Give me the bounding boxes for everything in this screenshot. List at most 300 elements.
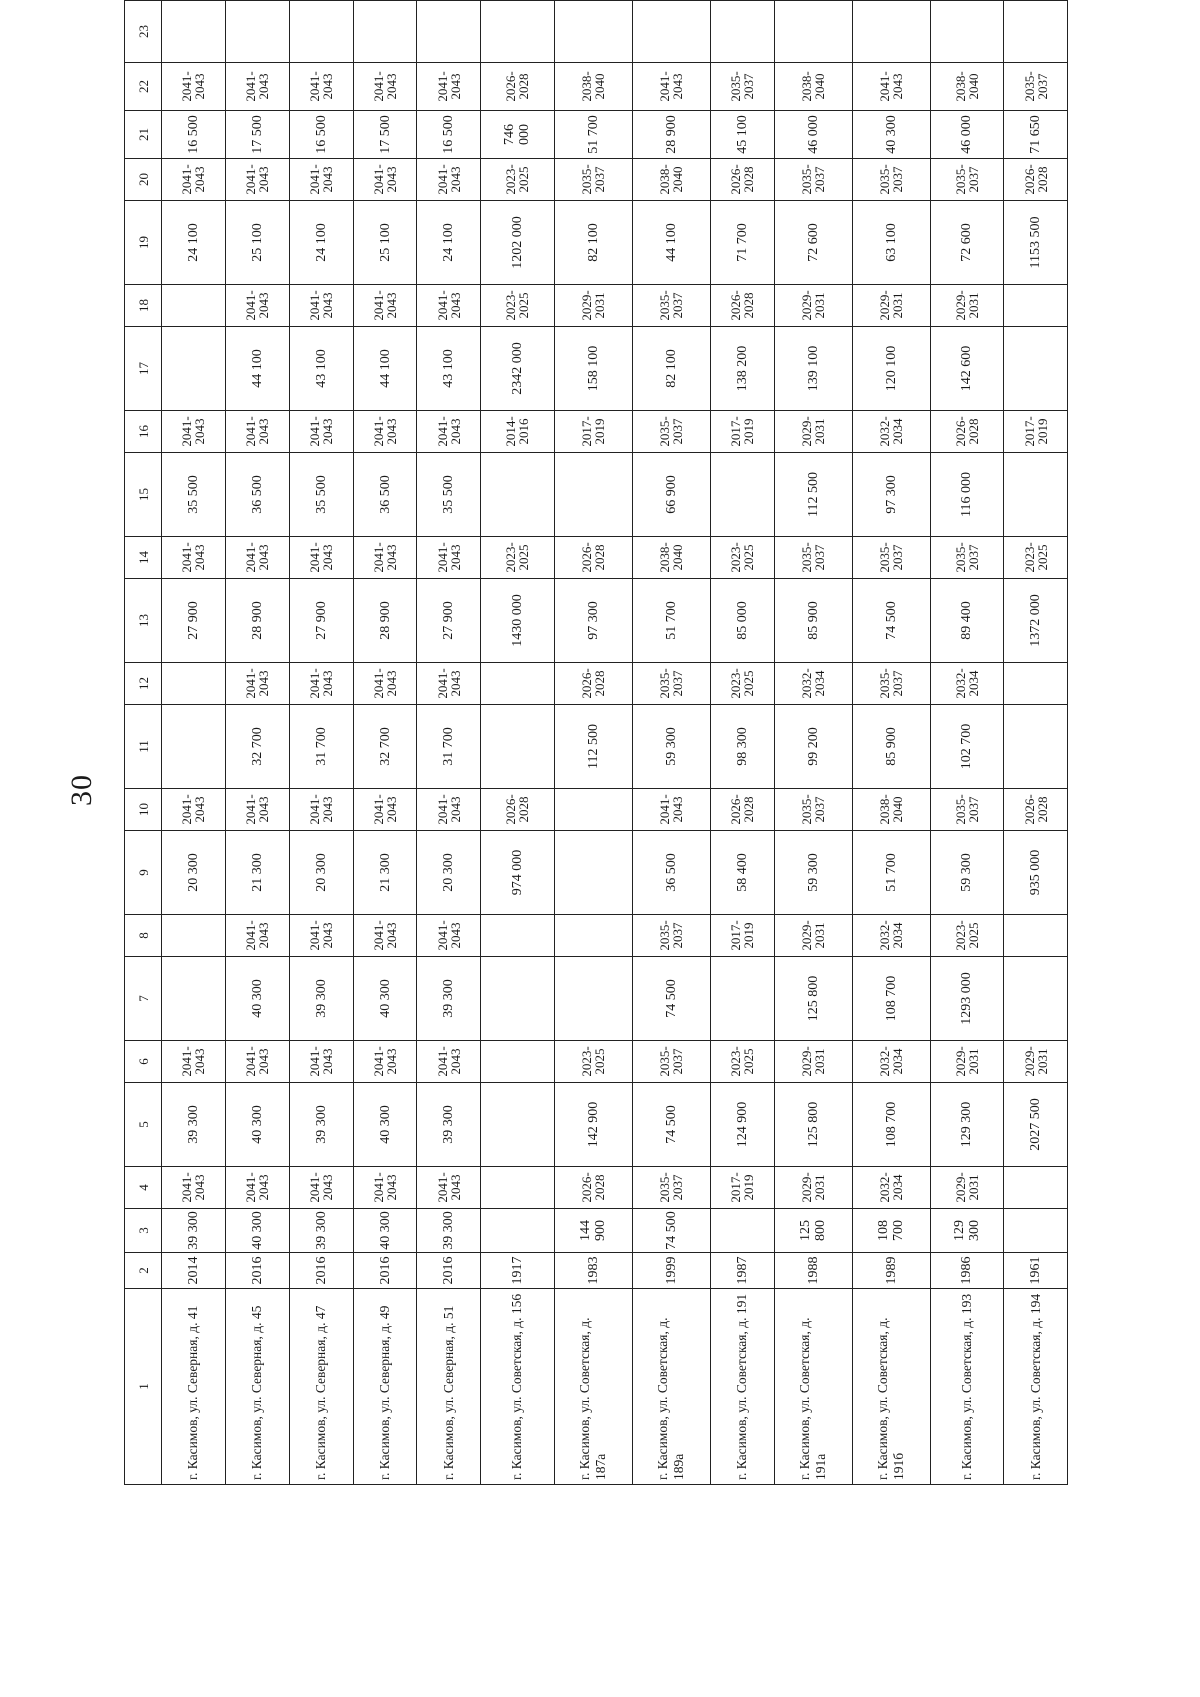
column-number: 6	[125, 1041, 162, 1083]
period-cell: 2041-2043	[417, 285, 481, 327]
period-cell: 2026-2028	[554, 1167, 632, 1209]
address-cell: г. Касимов, ул. Советская, д. 191	[710, 1289, 774, 1485]
column-number: 15	[125, 453, 162, 537]
cost-cell: 746 000	[481, 111, 554, 159]
cost-cell: 120 100	[852, 327, 930, 411]
cost-cell	[1004, 705, 1068, 789]
cost-cell: 24 100	[289, 201, 353, 285]
address-cell: г. Касимов, ул. Северная, д. 49	[353, 1289, 417, 1485]
cost-cell: 31 700	[289, 705, 353, 789]
period-cell: 2026-2028	[554, 537, 632, 579]
period-cell: 2032-2034	[930, 663, 1003, 705]
period-cell: 2041-2043	[289, 1167, 353, 1209]
table-row	[417, 0, 481, 1485]
period-cell	[353, 0, 417, 1]
period-cell: 2035-2037	[554, 159, 632, 201]
period-cell: 2041-2043	[225, 789, 289, 831]
cost-cell: 1202 000	[481, 201, 554, 285]
period-cell: 2026-2028	[930, 411, 1003, 453]
cost-cell: 28 900	[353, 579, 417, 663]
period-cell: 2038-2040	[632, 537, 710, 579]
cost-cell: 27 900	[162, 579, 226, 663]
cost-cell	[1004, 453, 1068, 537]
period-cell: 2041-2043	[417, 1167, 481, 1209]
cost-cell: 39 300	[417, 1209, 481, 1253]
column-number: 16	[125, 411, 162, 453]
period-cell: 2041-2043	[225, 63, 289, 111]
address-cell: г. Касимов, ул. Северная, д. 41	[162, 1289, 226, 1485]
period-cell: 2032-2034	[852, 1041, 930, 1083]
period-cell: 2035-2037	[632, 1167, 710, 1209]
table-row	[289, 0, 353, 1485]
column-number: 8	[125, 915, 162, 957]
cost-cell: 40 300	[225, 1083, 289, 1167]
cost-cell: 51 700	[852, 831, 930, 915]
period-cell: 2026-2028	[1004, 789, 1068, 831]
rotated-table-wrapper	[124, 25, 1068, 1485]
address-cell: г. Касимов, ул. Северная, д. 51	[417, 1289, 481, 1485]
period-cell: 2041-2043	[353, 159, 417, 201]
cost-cell: 82 100	[554, 201, 632, 285]
table-row	[225, 0, 289, 1485]
period-cell: 2041-2043	[289, 789, 353, 831]
period-cell: 2023-2025	[554, 1041, 632, 1083]
column-number: 12	[125, 663, 162, 705]
period-cell	[481, 915, 554, 957]
period-cell: 2017-2019	[554, 411, 632, 453]
cost-cell: 66 900	[632, 453, 710, 537]
year-cell: 1917	[481, 1253, 554, 1289]
period-cell: 2038-2040	[852, 789, 930, 831]
cost-cell	[162, 705, 226, 789]
cost-cell: 108 700	[852, 1083, 930, 1167]
period-cell: 2041-2043	[852, 63, 930, 111]
period-cell: 2041-2043	[289, 285, 353, 327]
period-cell: 2023-2025	[1004, 537, 1068, 579]
period-cell	[225, 0, 289, 1]
column-number: 21	[125, 111, 162, 159]
address-cell: г. Касимов, ул. Северная, д. 45	[225, 1289, 289, 1485]
cost-cell: 97 300	[554, 579, 632, 663]
column-number: 13	[125, 579, 162, 663]
period-cell: 2041-2043	[225, 1167, 289, 1209]
cost-cell	[289, 1, 353, 63]
period-cell: 2035-2037	[852, 663, 930, 705]
address-cell: г. Касимов, ул. Советская, д. 189а	[632, 1289, 710, 1485]
period-cell: 2023-2025	[710, 663, 774, 705]
cost-cell: 935 000	[1004, 831, 1068, 915]
column-number: 5	[125, 1083, 162, 1167]
period-cell: 2029-2031	[774, 915, 852, 957]
cost-cell: 39 300	[289, 957, 353, 1041]
period-cell	[162, 915, 226, 957]
cost-cell: 85 900	[774, 579, 852, 663]
address-cell: г. Касимов, ул. Советская, д. 156	[481, 1289, 554, 1485]
cost-cell: 46 000	[774, 111, 852, 159]
period-cell	[481, 1167, 554, 1209]
period-cell: 2041-2043	[289, 915, 353, 957]
cost-cell	[554, 831, 632, 915]
period-cell: 2041-2043	[225, 411, 289, 453]
cost-cell	[774, 1, 852, 63]
period-cell: 2032-2034	[852, 1167, 930, 1209]
period-cell: 2029-2031	[852, 285, 930, 327]
cost-cell: 59 300	[774, 831, 852, 915]
cost-cell: 16 500	[417, 111, 481, 159]
cost-cell: 46 000	[930, 111, 1003, 159]
cost-cell: 74 500	[852, 579, 930, 663]
period-cell: 2041-2043	[289, 537, 353, 579]
period-cell	[710, 0, 774, 1]
period-cell: 2041-2043	[417, 537, 481, 579]
cost-cell: 36 500	[225, 453, 289, 537]
cost-cell	[481, 957, 554, 1041]
cost-cell	[481, 1083, 554, 1167]
year-cell: 2016	[225, 1253, 289, 1289]
cost-cell: 112 500	[554, 705, 632, 789]
column-number: 10	[125, 789, 162, 831]
cost-cell	[710, 453, 774, 537]
cost-cell	[225, 1, 289, 63]
period-cell	[554, 789, 632, 831]
cost-cell: 20 300	[162, 831, 226, 915]
cost-cell	[481, 705, 554, 789]
cost-cell: 32 700	[225, 705, 289, 789]
header-row	[125, 0, 162, 1485]
period-cell: 2035-2037	[852, 537, 930, 579]
cost-cell	[710, 957, 774, 1041]
period-cell	[1004, 0, 1068, 1]
period-cell: 2041-2043	[353, 915, 417, 957]
cost-cell: 27 900	[417, 579, 481, 663]
cost-cell	[481, 1209, 554, 1253]
cost-cell	[162, 327, 226, 411]
column-number	[125, 0, 162, 1]
period-cell: 2023-2025	[481, 537, 554, 579]
period-cell: 2035-2037	[774, 537, 852, 579]
cost-cell	[1004, 957, 1068, 1041]
cost-cell: 74 500	[632, 1083, 710, 1167]
period-cell	[774, 0, 852, 1]
period-cell: 2035-2037	[852, 159, 930, 201]
year-cell: 1999	[632, 1253, 710, 1289]
period-cell: 2041-2043	[289, 1041, 353, 1083]
cost-cell: 51 700	[632, 579, 710, 663]
column-number: 2	[125, 1253, 162, 1289]
year-cell: 2016	[289, 1253, 353, 1289]
cost-cell: 142 900	[554, 1083, 632, 1167]
period-cell: 2029-2031	[554, 285, 632, 327]
period-cell	[1004, 285, 1068, 327]
period-cell	[417, 0, 481, 1]
cost-cell	[710, 1209, 774, 1253]
cost-cell: 44 100	[632, 201, 710, 285]
cost-cell: 74 500	[632, 957, 710, 1041]
period-cell: 2041-2043	[632, 789, 710, 831]
period-cell: 2035-2037	[632, 285, 710, 327]
period-cell: 2035-2037	[930, 789, 1003, 831]
period-cell: 2041-2043	[417, 411, 481, 453]
period-cell: 2041-2043	[225, 537, 289, 579]
period-cell: 2038-2040	[554, 63, 632, 111]
period-cell	[554, 0, 632, 1]
cost-cell	[554, 453, 632, 537]
period-cell: 2032-2034	[852, 411, 930, 453]
period-cell	[1004, 1167, 1068, 1209]
cost-cell: 85 000	[710, 579, 774, 663]
column-number: 17	[125, 327, 162, 411]
address-cell: г. Касимов, ул. Советская, д. 194	[1004, 1289, 1068, 1485]
period-cell: 2041-2043	[225, 1041, 289, 1083]
period-cell: 2029-2031	[774, 1167, 852, 1209]
period-cell: 2041-2043	[353, 663, 417, 705]
table-row	[162, 0, 226, 1485]
column-number: 7	[125, 957, 162, 1041]
cost-cell: 71 700	[710, 201, 774, 285]
column-number: 4	[125, 1167, 162, 1209]
year-cell: 1988	[774, 1253, 852, 1289]
cost-cell: 31 700	[417, 705, 481, 789]
period-cell: 2029-2031	[774, 1041, 852, 1083]
period-cell: 2023-2025	[710, 537, 774, 579]
cost-cell: 16 500	[289, 111, 353, 159]
cost-cell: 36 500	[632, 831, 710, 915]
period-cell: 2041-2043	[417, 789, 481, 831]
period-cell	[632, 0, 710, 1]
period-cell: 2017-2019	[710, 915, 774, 957]
table-row	[710, 0, 774, 1485]
address-cell: г. Касимов, ул. Советская, д. 193	[930, 1289, 1003, 1485]
period-cell: 2035-2037	[632, 663, 710, 705]
column-number: 23	[125, 1, 162, 63]
cost-cell: 144 900	[554, 1209, 632, 1253]
period-cell: 2041-2043	[353, 789, 417, 831]
cost-cell: 20 300	[417, 831, 481, 915]
column-number: 22	[125, 63, 162, 111]
cost-cell	[1004, 1209, 1068, 1253]
cost-cell	[481, 453, 554, 537]
cost-cell: 28 900	[632, 111, 710, 159]
table-row	[930, 0, 1003, 1485]
cost-cell: 1293 000	[930, 957, 1003, 1041]
cost-cell: 40 300	[353, 1209, 417, 1253]
period-cell: 2014-2016	[481, 411, 554, 453]
period-cell: 2041-2043	[417, 63, 481, 111]
cost-cell: 59 300	[632, 705, 710, 789]
cost-cell	[554, 957, 632, 1041]
period-cell: 2041-2043	[417, 1041, 481, 1083]
period-cell: 2026-2028	[1004, 159, 1068, 201]
cost-cell: 112 500	[774, 453, 852, 537]
period-cell: 2029-2031	[930, 285, 1003, 327]
period-cell: 2023-2025	[481, 285, 554, 327]
cost-cell: 40 300	[225, 1209, 289, 1253]
cost-cell: 39 300	[162, 1209, 226, 1253]
cost-cell	[1004, 327, 1068, 411]
period-cell: 2035-2037	[632, 915, 710, 957]
cost-cell: 98 300	[710, 705, 774, 789]
period-cell: 2026-2028	[710, 285, 774, 327]
cost-cell: 129 300	[930, 1209, 1003, 1253]
period-cell: 2041-2043	[162, 411, 226, 453]
period-cell: 2035-2037	[1004, 63, 1068, 111]
cost-cell: 25 100	[225, 201, 289, 285]
period-cell: 2035-2037	[632, 1041, 710, 1083]
period-cell: 2041-2043	[162, 537, 226, 579]
period-cell: 2035-2037	[774, 159, 852, 201]
period-cell	[289, 0, 353, 1]
page-number: 30	[65, 774, 98, 806]
period-cell: 2035-2037	[710, 63, 774, 111]
cost-cell: 124 900	[710, 1083, 774, 1167]
period-cell: 2041-2043	[225, 915, 289, 957]
period-cell: 2029-2031	[930, 1167, 1003, 1209]
period-cell: 2041-2043	[417, 159, 481, 201]
cost-cell: 138 200	[710, 327, 774, 411]
period-cell: 2038-2040	[930, 63, 1003, 111]
cost-cell: 125 800	[774, 957, 852, 1041]
cost-cell	[930, 1, 1003, 63]
year-cell: 1983	[554, 1253, 632, 1289]
column-number: 18	[125, 285, 162, 327]
column-number: 14	[125, 537, 162, 579]
column-number: 19	[125, 201, 162, 285]
cost-cell: 158 100	[554, 327, 632, 411]
period-cell: 2041-2043	[353, 1167, 417, 1209]
cost-cell: 36 500	[353, 453, 417, 537]
period-cell: 2041-2043	[289, 411, 353, 453]
cost-cell	[481, 1, 554, 63]
period-cell	[930, 0, 1003, 1]
year-cell: 1989	[852, 1253, 930, 1289]
table-row	[353, 0, 417, 1485]
cost-cell: 1372 000	[1004, 579, 1068, 663]
column-number: 20	[125, 159, 162, 201]
cost-cell: 125 800	[774, 1083, 852, 1167]
period-cell: 2041-2043	[225, 159, 289, 201]
period-cell: 2041-2043	[353, 537, 417, 579]
period-cell: 2026-2028	[710, 789, 774, 831]
year-cell: 2016	[417, 1253, 481, 1289]
cost-cell: 82 100	[632, 327, 710, 411]
cost-cell: 99 200	[774, 705, 852, 789]
cost-cell: 40 300	[353, 957, 417, 1041]
cost-cell: 74 500	[632, 1209, 710, 1253]
period-cell: 2041-2043	[162, 1167, 226, 1209]
cost-cell: 39 300	[289, 1209, 353, 1253]
cost-cell: 45 100	[710, 111, 774, 159]
cost-cell: 2027 500	[1004, 1083, 1068, 1167]
period-cell	[162, 285, 226, 327]
period-cell: 2041-2043	[353, 1041, 417, 1083]
period-cell: 2038-2040	[774, 63, 852, 111]
cost-cell: 39 300	[417, 957, 481, 1041]
period-cell: 2041-2043	[289, 159, 353, 201]
year-cell: 1986	[930, 1253, 1003, 1289]
cost-cell: 116 000	[930, 453, 1003, 537]
address-cell: г. Касимов, ул. Северная, д. 47	[289, 1289, 353, 1485]
period-cell: 2041-2043	[417, 915, 481, 957]
period-cell: 2041-2043	[162, 63, 226, 111]
period-cell: 2026-2028	[554, 663, 632, 705]
cost-cell: 97 300	[852, 453, 930, 537]
cost-cell: 59 300	[930, 831, 1003, 915]
period-cell: 2017-2019	[710, 411, 774, 453]
period-cell: 2023-2025	[481, 159, 554, 201]
period-cell: 2029-2031	[930, 1041, 1003, 1083]
cost-cell: 108 700	[852, 957, 930, 1041]
cost-cell: 39 300	[162, 1083, 226, 1167]
cost-cell: 35 500	[289, 453, 353, 537]
period-cell	[852, 0, 930, 1]
cost-cell: 72 600	[930, 201, 1003, 285]
cost-cell	[353, 1, 417, 63]
period-cell: 2026-2028	[710, 159, 774, 201]
capital-repair-table	[124, 0, 1068, 1485]
cost-cell: 20 300	[289, 831, 353, 915]
cost-cell: 17 500	[225, 111, 289, 159]
period-cell: 2041-2043	[225, 663, 289, 705]
cost-cell: 51 700	[554, 111, 632, 159]
period-cell	[1004, 663, 1068, 705]
cost-cell: 1153 500	[1004, 201, 1068, 285]
period-cell: 2029-2031	[774, 285, 852, 327]
period-cell: 2035-2037	[930, 159, 1003, 201]
cost-cell: 44 100	[225, 327, 289, 411]
table-row	[852, 0, 930, 1485]
period-cell: 2032-2034	[774, 663, 852, 705]
address-cell: г. Касимов, ул. Советская, д. 191а	[774, 1289, 852, 1485]
cost-cell	[1004, 1, 1068, 63]
period-cell: 2023-2025	[710, 1041, 774, 1083]
period-cell: 2041-2043	[289, 663, 353, 705]
cost-cell: 25 100	[353, 201, 417, 285]
cost-cell: 40 300	[353, 1083, 417, 1167]
cost-cell: 129 300	[930, 1083, 1003, 1167]
cost-cell	[162, 1, 226, 63]
cost-cell: 2342 000	[481, 327, 554, 411]
cost-cell: 16 500	[162, 111, 226, 159]
cost-cell	[162, 957, 226, 1041]
table-row	[481, 0, 554, 1485]
cost-cell: 21 300	[353, 831, 417, 915]
year-cell: 1987	[710, 1253, 774, 1289]
period-cell: 2041-2043	[353, 411, 417, 453]
cost-cell: 108 700	[852, 1209, 930, 1253]
period-cell: 2017-2019	[710, 1167, 774, 1209]
cost-cell: 39 300	[289, 1083, 353, 1167]
cost-cell: 40 300	[852, 111, 930, 159]
column-number: 9	[125, 831, 162, 915]
cost-cell	[710, 1, 774, 63]
period-cell: 2029-2031	[774, 411, 852, 453]
period-cell: 2041-2043	[353, 285, 417, 327]
cost-cell	[554, 1, 632, 63]
column-number: 1	[125, 1289, 162, 1485]
cost-cell: 43 100	[417, 327, 481, 411]
period-cell	[554, 915, 632, 957]
period-cell: 2029-2031	[1004, 1041, 1068, 1083]
table-row	[1004, 0, 1068, 1485]
period-cell	[162, 663, 226, 705]
period-cell: 2035-2037	[930, 537, 1003, 579]
year-cell: 1961	[1004, 1253, 1068, 1289]
column-number: 3	[125, 1209, 162, 1253]
period-cell: 2041-2043	[162, 1041, 226, 1083]
period-cell: 2023-2025	[930, 915, 1003, 957]
cost-cell	[852, 1, 930, 63]
cost-cell: 28 900	[225, 579, 289, 663]
